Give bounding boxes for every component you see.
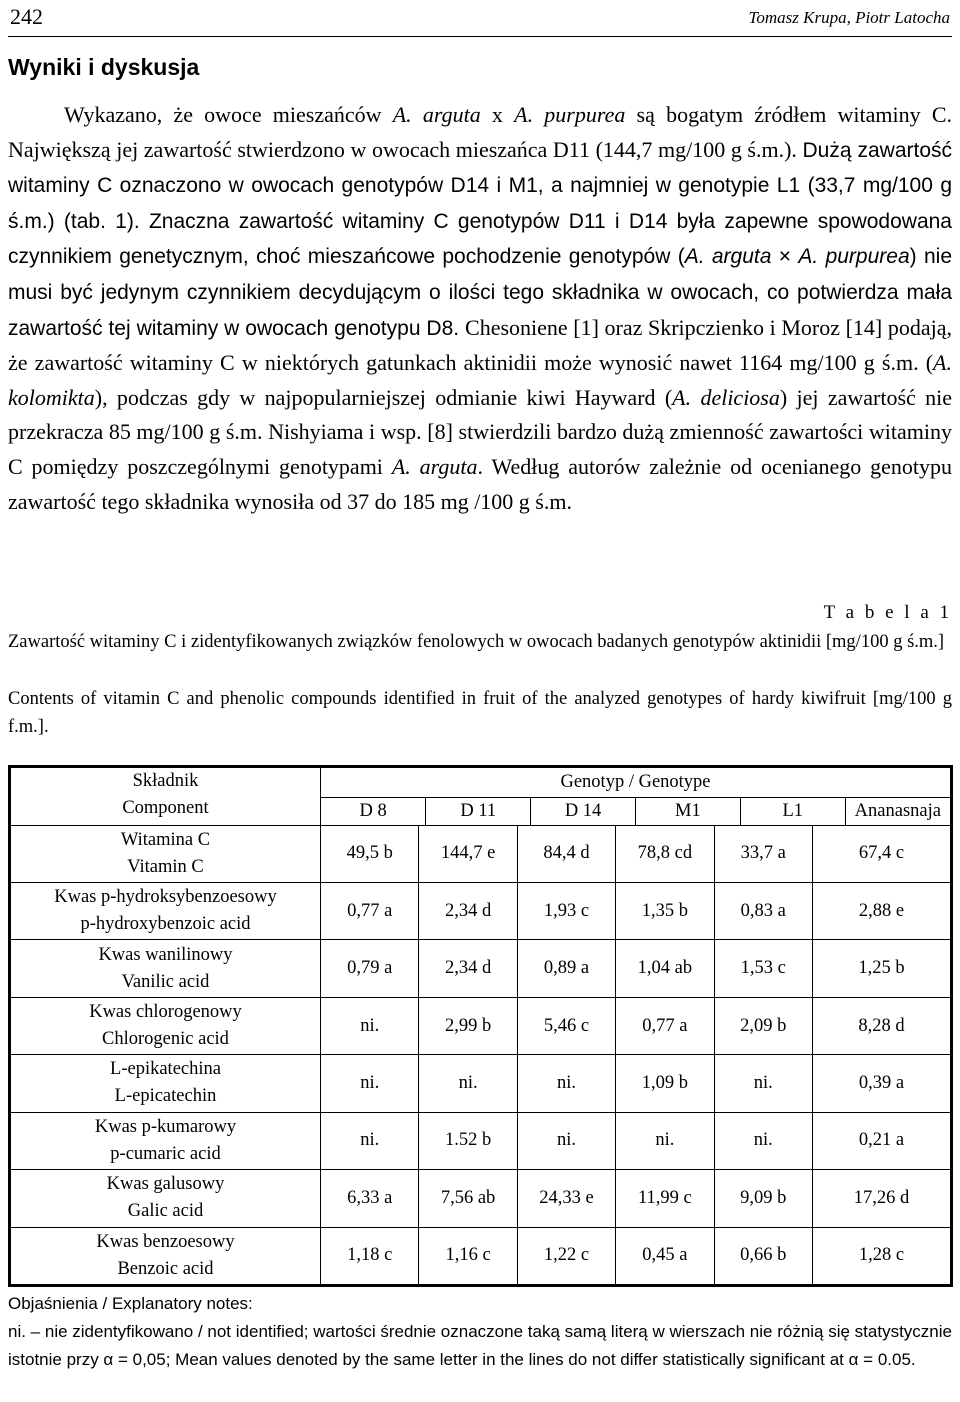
table-cell: 1,53 c: [714, 940, 812, 997]
table-cell: 24,33 e: [517, 1170, 615, 1227]
table-row: [11, 882, 951, 939]
table-cell: 1,25 b: [812, 940, 950, 997]
component-name: [11, 1227, 321, 1284]
species-name: A. kolomikta: [8, 350, 952, 410]
table-cell: 1,28 c: [812, 1227, 950, 1284]
genotype-header: [321, 768, 951, 826]
notes-title: Objaśnienia / Explanatory notes:: [8, 1294, 253, 1313]
table-cell: ni.: [714, 1112, 812, 1169]
component-name: [11, 1112, 321, 1169]
table-cell: 1,35 b: [616, 882, 714, 939]
table-row: [11, 1170, 951, 1227]
component-name-pl: Kwas wanilinowy: [98, 944, 233, 965]
notes-text: ni. – nie zidentyfikowano / not identified; wartości średnie oznaczone taką samą literą w wierszach nie różnią się statystycznie istotnie przy α = 0,05; Mean values denoted by the same letter in the lines do not differ statistically significant at α = 0.05.: [8, 1322, 952, 1369]
genotype-column-header: Ananasnaja: [845, 797, 950, 825]
component-name-en: Chlorogenic acid: [102, 1029, 229, 1050]
table-cell: 2,99 b: [419, 997, 517, 1054]
component-name: [11, 1170, 321, 1227]
component-name: [11, 940, 321, 997]
component-name-en: p-hydroxybenzoic acid: [80, 914, 251, 935]
data-table: [8, 765, 953, 1287]
table-cell: 1.52 b: [419, 1112, 517, 1169]
species-name: A. purpurea: [798, 245, 910, 269]
component-name-pl: Kwas chlorogenowy: [89, 1002, 242, 1023]
table-row: [11, 997, 951, 1054]
table-row: [11, 1055, 951, 1112]
table-cell: 0,83 a: [714, 882, 812, 939]
component-header-pl: Składnik: [132, 771, 199, 791]
paragraph-text: [8, 98, 952, 519]
table-cell: 1,16 c: [419, 1227, 517, 1284]
component-name: [11, 997, 321, 1054]
genotype-column-header: D 8: [359, 800, 387, 821]
genotype-column-header: L1: [740, 797, 845, 825]
text-run: ) nie musi być jedynym czynnikiem decydującym o ilości tego składnika w owocach, co potwierdza mała zawartość tej witaminy w owocach genotypu D8.: [8, 245, 952, 340]
table-cell: 17,26 d: [812, 1170, 950, 1227]
table-cell: ni.: [517, 1055, 615, 1112]
table-cell: 0,77 a: [616, 997, 714, 1054]
component-name-en: Vanilic acid: [121, 971, 210, 992]
component-name-pl: Witamina C: [120, 829, 211, 850]
table-caption-en: Contents of vitamin C and phenolic compounds identified in fruit of the analyzed genotypes of hardy kiwifruit [mg/100 g f.m.].: [8, 689, 952, 737]
table-cell: 1,09 b: [616, 1055, 714, 1112]
component-name-en: p-cumaric acid: [110, 1143, 221, 1164]
data-table-grid: [10, 767, 951, 1285]
genotype-column-header: D 14: [531, 797, 636, 825]
text-run: Wykazano, że owoce mieszańców: [64, 102, 393, 127]
table-cell: 0,66 b: [714, 1227, 812, 1284]
component-name-en: Vitamin C: [127, 856, 204, 877]
page-number: 242: [10, 4, 43, 29]
component-header: [11, 768, 321, 826]
table-cell: 5,46 c: [517, 997, 615, 1054]
table-cell: 2,88 e: [812, 882, 950, 939]
component-name-pl: Kwas p-hydroksybenzoesowy: [54, 887, 277, 908]
table-cell: 0,89 a: [517, 940, 615, 997]
text-run: są bogatym źródłem witaminy C. Największą jej zawartość stwierdzono w owocach mieszańca D11 (144,7 mg/100 g ś.m.).: [8, 102, 953, 162]
table-cell: 144,7 e: [419, 825, 517, 882]
running-authors: Tomasz Krupa, Piotr Latocha: [748, 8, 950, 27]
table-cell: 0,21 a: [812, 1112, 950, 1169]
table-cell: 11,99 c: [616, 1170, 714, 1227]
genotype-header-title: Genotyp / Genotype: [321, 768, 950, 797]
table-cell: 2,34 d: [419, 882, 517, 939]
component-name-en: Benzoic acid: [117, 1258, 214, 1279]
table-label: T a b e l a 1: [823, 602, 952, 623]
genotype-column-header: D 11: [426, 797, 531, 825]
component-name: [11, 825, 321, 882]
species-name: A. arguta: [391, 453, 478, 479]
table-header-row: [11, 768, 951, 826]
table-cell: 0,45 a: [616, 1227, 714, 1284]
table-cell: 1,04 ab: [616, 940, 714, 997]
component-name-en: L-epicatechin: [114, 1086, 217, 1107]
table-cell: 1,93 c: [517, 882, 615, 939]
species-name: A. arguta: [392, 102, 481, 127]
text-run: ×: [771, 245, 799, 269]
text-run: x: [480, 102, 515, 127]
table-cell: ni.: [616, 1112, 714, 1169]
table-row: [11, 1112, 951, 1169]
text-run: Dużą zawartość witaminy C oznaczono w owocach genotypów D14 i M1, a najmniej w genotypie L1 (33,7 mg/100 g ś.m.) (tab. 1). Znaczna zawartość witaminy C genotypów D11 i D14 była zapewne spowodowana czynnikiem genetycznym, choć mieszańcowe pochodzenie genotypów (: [8, 138, 952, 269]
table-row: [11, 1227, 951, 1284]
table-cell: ni.: [517, 1112, 615, 1169]
component-name: [11, 882, 321, 939]
table-cell: 9,09 b: [714, 1170, 812, 1227]
table-row: [11, 825, 951, 882]
table-cell: 0,77 a: [321, 882, 419, 939]
table-row: [11, 940, 951, 997]
table-cell: 33,7 a: [714, 825, 812, 882]
body-paragraph: [8, 98, 952, 519]
text-run: ) jej zawartość nie przekracza 85 mg/100 g ś.m. Nishyiama i wsp. [8] stwierdzili bardzo dużą zmienność zawartości witaminy C pomiędzy poszczególnymi genotypami: [8, 384, 952, 479]
text-run: . Według autorów zależnie od ocenianego genotypu zawartość tego składnika wynosiła od 37 do 185 mg /100 g ś.m.: [8, 453, 952, 514]
species-name: A. arguta: [684, 245, 772, 269]
text-run: ), podczas gdy w najpopularniejszej odmianie kiwi Hayward (: [94, 384, 673, 410]
table-cell: 8,28 d: [812, 997, 950, 1054]
table-cell: 84,4 d: [517, 825, 615, 882]
component-name-pl: Kwas p-kumarowy: [94, 1116, 237, 1137]
table-cell: ni.: [714, 1055, 812, 1112]
table-cell: 7,56 ab: [419, 1170, 517, 1227]
text-run: Chesoniene [1] oraz Skripczienko i Moroz [14] podają, że zawartość witaminy C w niektórych gatunkach aktinidii może wynosić nawet 1164 mg/100 g ś.m. (: [8, 314, 952, 376]
page-header: [8, 2, 952, 37]
component-name: [11, 1055, 321, 1112]
genotype-column-header: M1: [635, 797, 740, 825]
table-cell: 78,8 cd: [616, 825, 714, 882]
table-cell: ni.: [321, 997, 419, 1054]
species-name: A. purpurea: [514, 102, 626, 127]
species-name: A. deliciosa: [672, 384, 780, 410]
section-heading: Wyniki i dyskusja: [8, 54, 200, 80]
table-cell: 1,18 c: [321, 1227, 419, 1284]
table-cell: 1,22 c: [517, 1227, 615, 1284]
table-caption-pl: Zawartość witaminy C i zidentyfikowanych związków fenolowych w owocach badanych genotypów aktinidii [mg/100 g ś.m.]: [8, 632, 945, 652]
table-cell: 2,09 b: [714, 997, 812, 1054]
table-cell: 0,79 a: [321, 940, 419, 997]
component-name-en: Galic acid: [127, 1201, 204, 1222]
component-name-pl: Kwas galusowy: [106, 1174, 225, 1195]
table-cell: ni.: [321, 1055, 419, 1112]
component-name-pl: Kwas benzoesowy: [96, 1231, 235, 1252]
table-cell: 2,34 d: [419, 940, 517, 997]
table-cell: 49,5 b: [321, 825, 419, 882]
table-cell: 0,39 a: [812, 1055, 950, 1112]
table-cell: ni.: [321, 1112, 419, 1169]
table-cell: 67,4 c: [812, 825, 950, 882]
table-cell: ni.: [419, 1055, 517, 1112]
component-name-pl: L-epikatechina: [110, 1059, 221, 1080]
table-cell: 6,33 a: [321, 1170, 419, 1227]
component-header-en: Component: [122, 798, 209, 818]
